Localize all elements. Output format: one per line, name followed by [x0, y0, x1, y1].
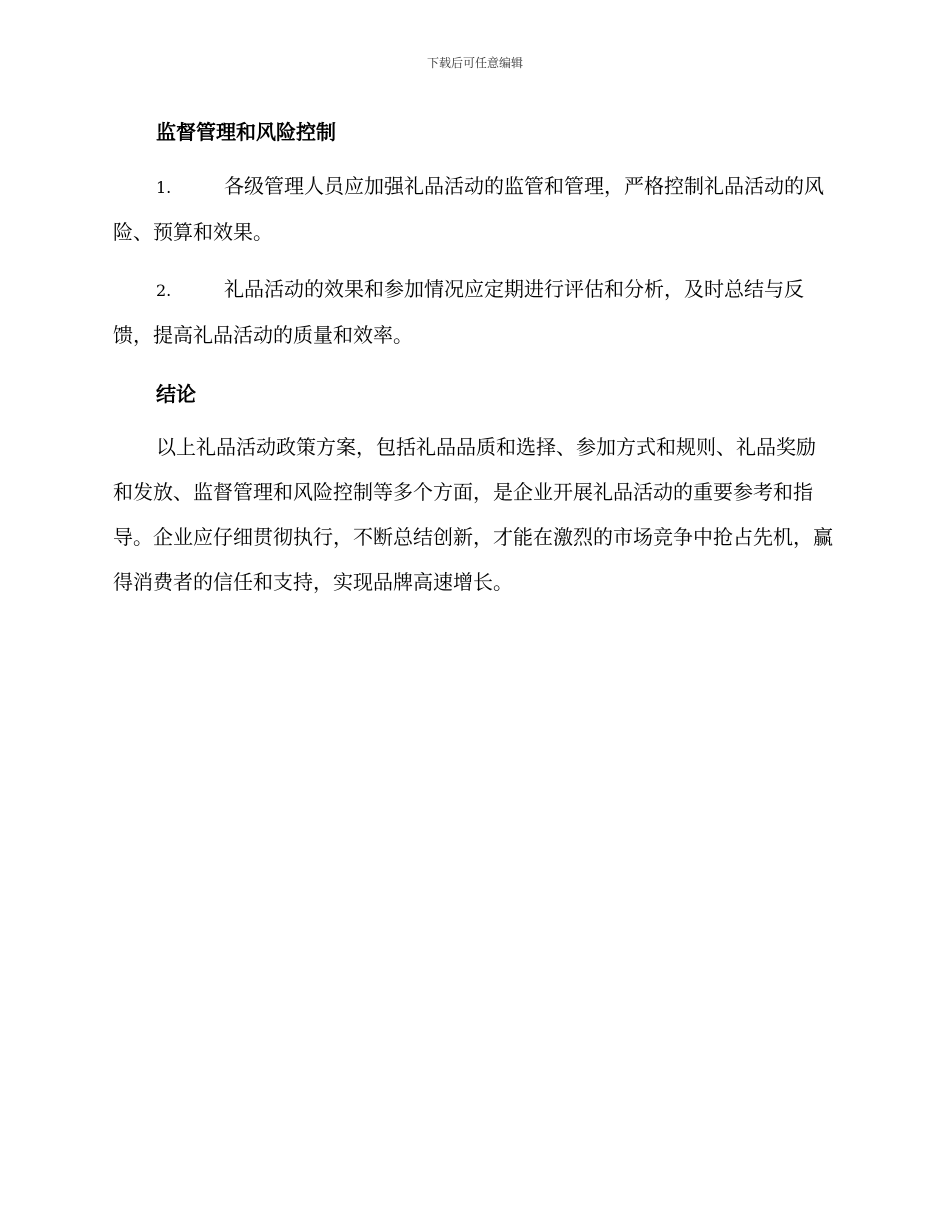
- list-item-number: 2.: [156, 281, 172, 300]
- conclusion-paragraph: 以上礼品活动政策方案，包括礼品品质和选择、参加方式和规则、礼品奖励和发放、监督管理和风险控制等多个方面，是企业开展礼品活动的重要参考和指导。企业应仔细贯彻执行，不断总结创新，才能在激烈的市场竞争中抢占先机，赢得消费者的信任和支持，实现品牌高速增长。: [113, 435, 833, 594]
- section-heading-conclusion: 结论: [156, 382, 196, 406]
- list-item-2: [113, 267, 833, 358]
- list-item-text: 各级管理人员应加强礼品活动的监管和管理，严格控制礼品活动的风险、预算和效果。: [113, 174, 824, 244]
- section-heading-supervision: 监督管理和风险控制: [156, 120, 336, 144]
- list-item-text: 礼品活动的效果和参加情况应定期进行评估和分析，及时总结与反馈，提高礼品活动的质量和效率。: [113, 277, 804, 347]
- page-header-note: 下载后可任意编辑: [426, 56, 523, 70]
- list-item-number: 1.: [156, 178, 172, 197]
- list-item-1: [113, 164, 833, 255]
